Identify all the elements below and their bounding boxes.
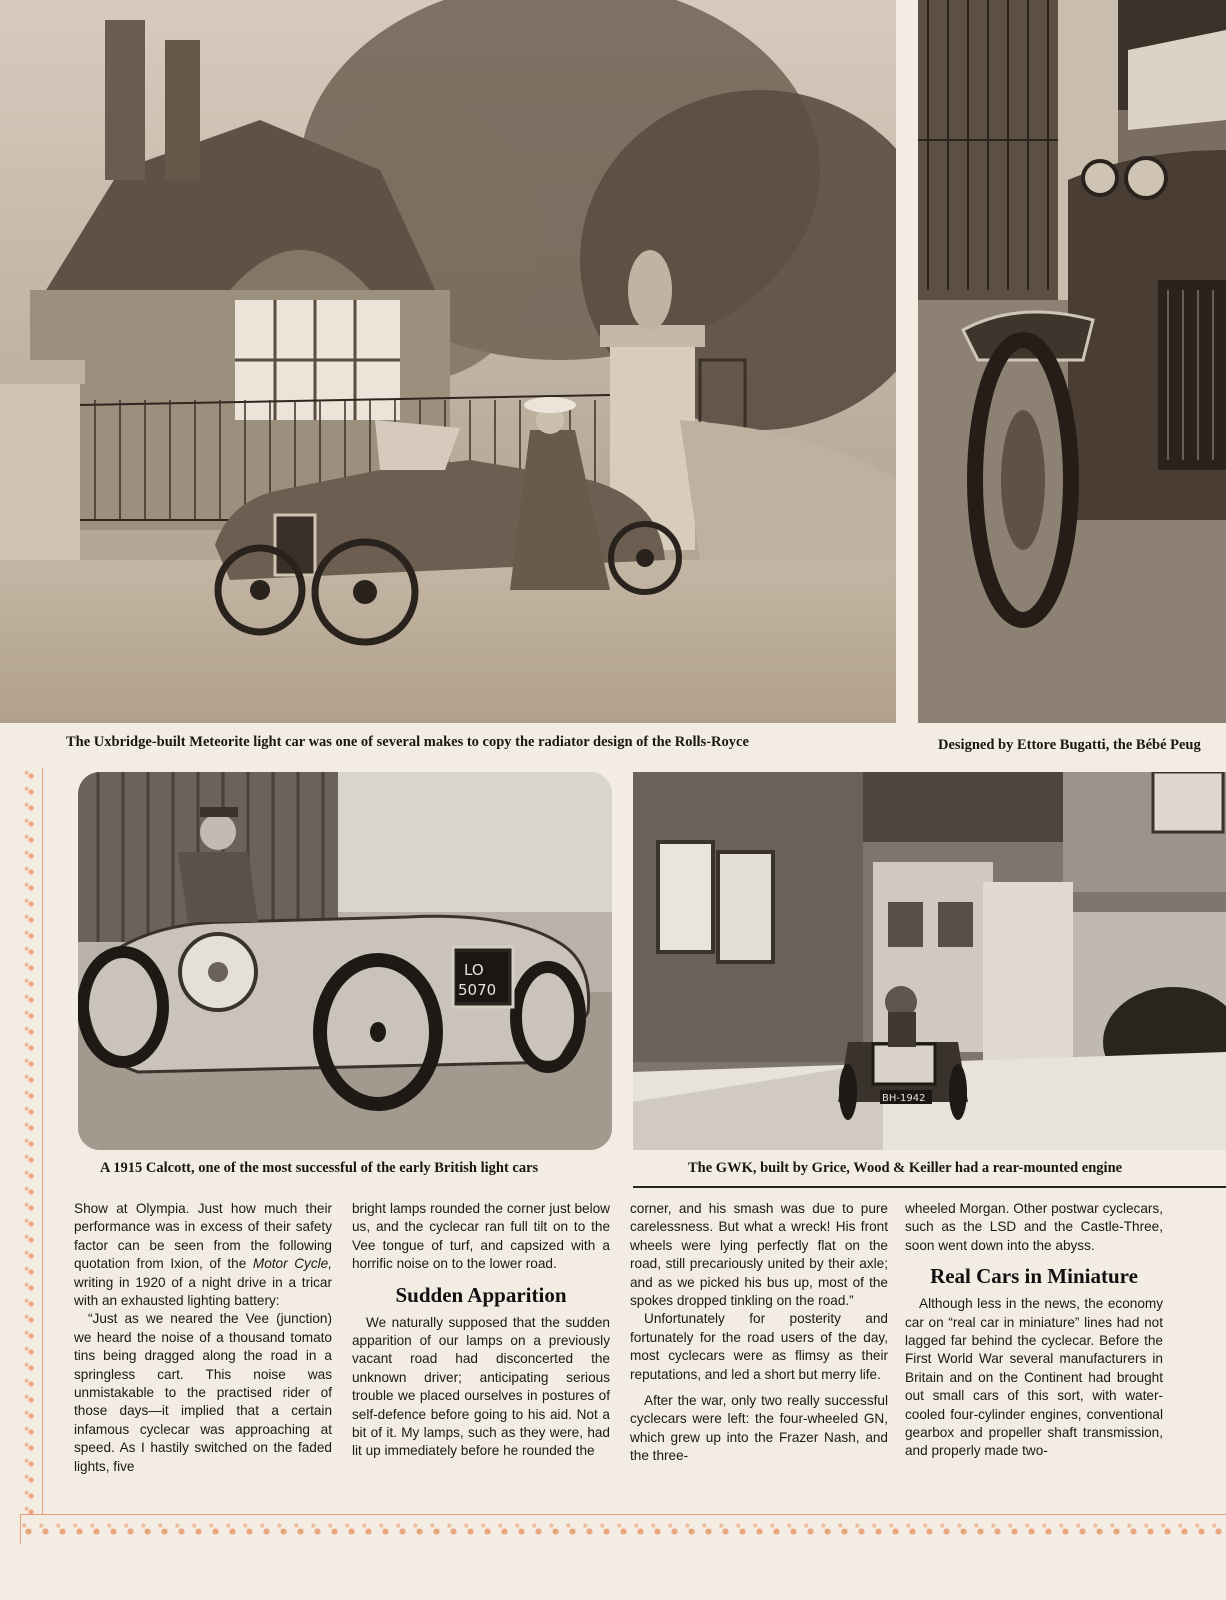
caption-divider-right [633,1186,1226,1188]
text-column-4 [905,1200,1163,1461]
paragraph: bright lamps rounded the corner just below us, and the cyclecar ran full tilt on to the Vee tongue of turf, and capsized with a horrific noise on to the lower road. [352,1201,610,1272]
photo-calcott-1915 [78,772,612,1150]
paragraph [74,1200,332,1310]
paragraph: corner, and his smash was due to pure carelessness. But what a wreck! His front wheels were lying perfectly flat on the road, still precariously united by their axle; and as we picked his bus up, most of the spokes dropped tinkling on the road.” [630,1201,888,1309]
section-heading-sudden-apparition: Sudden Apparition [395,1282,567,1307]
paragraph: After the war, only two really successful cyclecars were left: the four-wheeled GN, which grew up into the Frazer Nash, and the three- [630,1393,888,1464]
paragraph: Although less in the news, the economy car on “real car in miniature” lines had not lagged far behind the cyclecar. Before the First World War several manufacturers in Britain and on the Continent had brought out small cars of this sort, with water-cooled four-cylinder engines, conventional gearbox and propeller shaft transmission, and properly made two- [905,1296,1163,1459]
decorative-border-left [20,768,43,1514]
calcott-plate-line1: LO [464,961,484,979]
publication-title: Motor Cycle, [252,1256,332,1272]
caption-meteorite: The Uxbridge-built Meteorite light car was one of several makes to copy the radiator design of the Rolls-Royce [66,734,749,750]
text-run: writing in 1920 of a night drive in a tricar with an exhausted lighting battery: [74,1274,332,1309]
caption-gwk: The GWK, built by Grice, Wood & Keiller had a rear-mounted engine [688,1160,1123,1176]
photo-meteorite-light-car [0,0,896,723]
text-column-1 [74,1200,332,1476]
caption-bebe-peugeot: Designed by Ettore Bugatti, the Bébé Peug [938,737,1201,753]
photo-gwk [633,772,1226,1150]
decorative-border-bottom [20,1514,1226,1545]
text-run: Show at Olympia. Just how much their performance was in excess of their safety factor can be seen from the following quotation from Ixion, of the [74,1201,332,1272]
text-column-2 [352,1200,610,1461]
section-heading-real-cars-in-miniature: Real Cars in Miniature [930,1264,1138,1289]
paragraph: “Just as we neared the Vee (junction) we heard the noise of a thousand tomato tins being dragged along the road in a springless cart. This noise was unmistakable to the practised rider of those days—it implied that a certain infamous cyclecar was approaching at speed. As I hastily switched on the faded lights, five [74,1311,332,1474]
caption-calcott: A 1915 Calcott, one of the most successful of the early British light cars [100,1160,539,1176]
paragraph: wheeled Morgan. Other postwar cyclecars, such as the LSD and the Castle-Three, soon went down into the abyss. [905,1201,1163,1253]
paragraph: We naturally supposed that the sudden apparition of our lamps on a previously vacant road had disconcerted the unknown driver; anticipating serious trouble we placed ourselves in postures of self-defence before going to his aid. Not a bit of it. My lamps, such as they were, had lit up immediately before he rounded the [352,1314,610,1459]
photo-bebe-peugeot [918,0,1226,723]
decorative-border-corner [20,1514,43,1544]
text-column-3 [630,1200,888,1466]
paragraph: Unfortunately for posterity and fortunately for the road users of the day, most cyclecars were as flimsy as their reputations, and led a short but merry life. [630,1311,888,1382]
calcott-plate-line2: 5070 [458,981,497,999]
gwk-plate: BH-1942 [882,1093,926,1104]
